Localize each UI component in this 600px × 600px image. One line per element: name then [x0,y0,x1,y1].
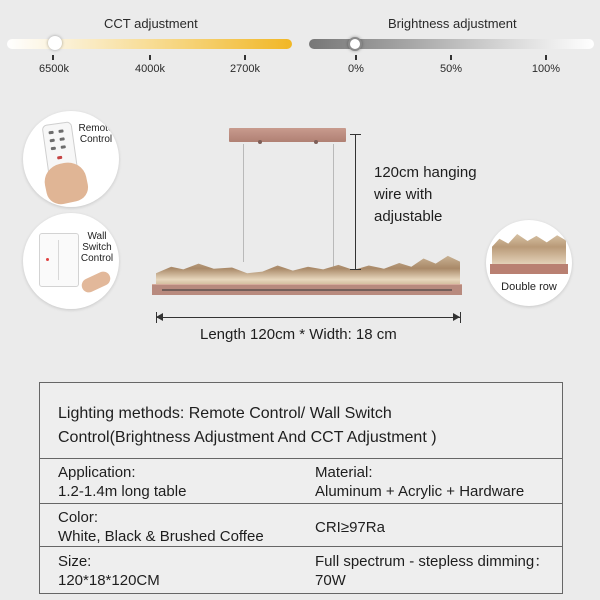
cct-tick-label-4000: 4000k [135,63,165,75]
cct-tick [149,55,151,60]
lamp-frame [152,284,462,295]
power-value: 70W [315,572,346,589]
length-width-text: Length 120cm * Width: 18 cm [200,326,397,343]
brightness-tick [355,55,357,60]
wire-text-line2: wire with [374,186,433,203]
material-value: Aluminum + Acrylic + Hardware [315,483,525,500]
brightness-tick [450,55,452,60]
double-row-photo [486,220,572,306]
wire-length-text [374,162,477,228]
height-dimension-line [355,134,356,270]
application-label: Application: [58,464,136,481]
table-row [40,504,562,547]
brightness-tick [545,55,547,60]
lighting-methods-line1: Lighting methods: Remote Control/ Wall Switch [58,405,392,422]
remote-control-photo [23,111,119,207]
cct-tick-label-2700: 2700k [230,63,260,75]
cct-slider-knob[interactable] [48,36,62,50]
dimming-value: Full spectrum - stepless dimming： [315,553,550,570]
length-dimension-line [156,317,460,318]
brightness-slider-knob[interactable] [348,37,362,51]
cct-tick [52,55,54,60]
crystal-shade [156,254,460,286]
color-label: Color: [58,509,99,526]
spec-table [39,382,563,594]
remote-label-line1: Remote [78,123,114,134]
cri-value: CRI≥97Ra [315,519,385,536]
hanging-wire [243,144,244,262]
lighting-methods-row [40,383,562,459]
table-row [40,547,562,593]
cct-title: CCT adjustment [104,16,198,31]
finger-icon [79,269,112,294]
double-row-label: Double row [501,281,557,293]
hanging-wire [333,144,334,268]
pendant-lamp [152,254,462,296]
wall-label-line3: Control [80,253,114,264]
crystal-detail-icon [492,234,566,266]
wall-switch-icon [39,233,79,287]
arrow-left-icon [156,313,163,321]
brightness-tick-label-0: 0% [348,63,364,75]
color-value: White, Black & Brushed Coffee [58,528,264,545]
wire-text-line3: adjustable [374,208,443,225]
remote-label-line2: Control [79,134,113,145]
arrow-right-icon [453,313,460,321]
size-label: Size: [58,553,92,570]
cct-tick-label-6500: 6500k [39,63,69,75]
brightness-tick-label-100: 100% [531,63,561,75]
brightness-title: Brightness adjustment [388,16,517,31]
table-row [40,459,562,504]
cct-tick [244,55,246,60]
size-value: 120*18*120CM [58,572,160,589]
wall-switch-photo [23,213,119,309]
wall-label-line1: Wall [87,231,107,242]
wire-text-line1: 120cm hanging [374,164,477,181]
lighting-methods-line2: Control(Brightness Adjustment And CCT Adjustment ) [58,429,437,446]
application-value: 1.2-1.4m long table [58,483,187,500]
material-label: Material: [315,464,373,481]
ceiling-canopy [229,128,346,142]
wall-label-line2: Switch [82,242,112,253]
brightness-tick-label-50: 50% [439,63,463,75]
